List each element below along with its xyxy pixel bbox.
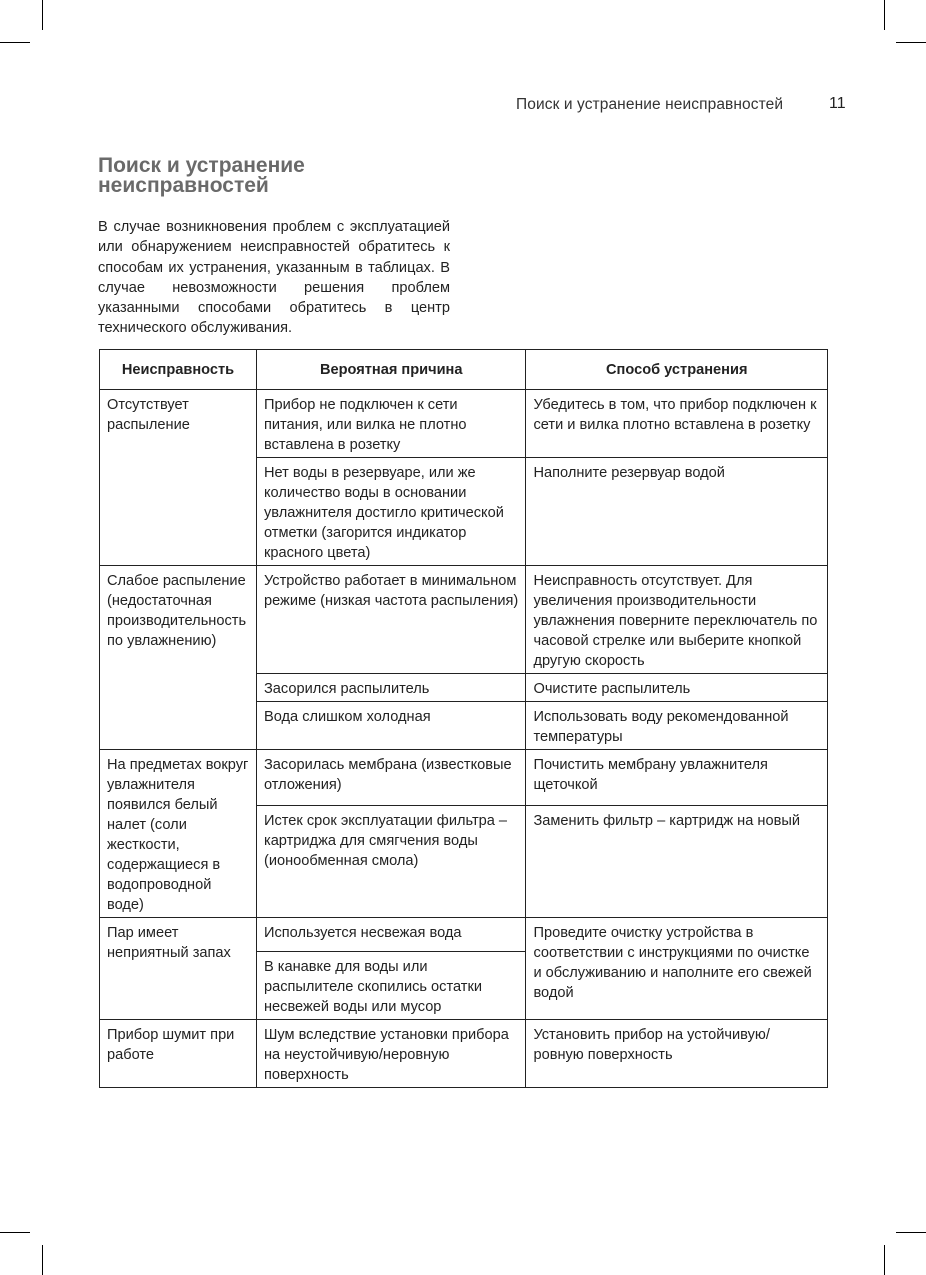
troubleshooting-table	[99, 349, 828, 1088]
table-header-row	[100, 350, 828, 390]
cause-cell: Шум вследствие установки прибора на неустойчивую/неровную поверхность	[256, 1020, 525, 1088]
cause-cell: В канавке для воды или распылителе скопились остатки несвежей воды или мусор	[256, 952, 525, 1020]
fault-cell: Пар имеет неприятный запах	[100, 918, 257, 1020]
section-title-line2: неисправностей	[98, 174, 269, 197]
crop-mark	[42, 1245, 43, 1275]
crop-mark	[0, 1232, 30, 1233]
cause-cell: Засорилась мембрана (известковые отложения)	[256, 750, 525, 806]
section-title-line1: Поиск и устранение	[98, 154, 305, 177]
remedy-cell: Проведите очистку устройства в соответствии с инструкциями по очистке и обслуживанию и наполните его свежей водой	[526, 918, 828, 1020]
header-fault: Неисправность	[100, 350, 257, 390]
crop-mark	[0, 42, 30, 43]
table-row	[100, 566, 828, 674]
crop-mark	[42, 0, 43, 30]
table-row	[100, 918, 828, 952]
fault-cell: На предметах вокруг увлажнителя появился белый налет (соли жесткости, содержащиеся в водопроводной воде)	[100, 750, 257, 918]
remedy-cell: Неисправность отсутствует. Для увеличения производительности увлажнения поверните переключатель по часовой стрелке или выберите кнопкой другую скорость	[526, 566, 828, 674]
fault-cell: Отсутствует распыление	[100, 390, 257, 566]
table-row	[100, 390, 828, 458]
cause-cell: Истек срок эксплуатации фильтра – картриджа для смягчения воды (ионообменная смола)	[256, 806, 525, 918]
header-remedy: Способ устранения	[526, 350, 828, 390]
running-header: Поиск и устранение неисправностей	[516, 96, 784, 113]
header-cause: Вероятная причина	[256, 350, 525, 390]
table-row	[100, 750, 828, 806]
fault-cell: Прибор шумит при работе	[100, 1020, 257, 1088]
fault-cell: Слабое распыление (недостаточная производительность по увлажнению)	[100, 566, 257, 750]
cause-cell: Нет воды в резервуаре, или же количество воды в основании увлажнителя достигло критической отметки (загорится индикатор красного цвета)	[256, 458, 525, 566]
remedy-cell: Очистите распылитель	[526, 674, 828, 702]
remedy-cell: Почистить мембрану увлажнителя щеточкой	[526, 750, 828, 806]
table-row	[100, 1020, 828, 1088]
cause-cell: Используется несвежая вода	[256, 918, 525, 952]
crop-mark	[884, 1245, 885, 1275]
section-title	[98, 156, 305, 196]
remedy-cell: Убедитесь в том, что прибор подключен к сети и вилка плотно вставлена в розетку	[526, 390, 828, 458]
cause-cell: Вода слишком холодная	[256, 702, 525, 750]
intro-paragraph: В случае возникновения проблем с эксплуатацией или обнаружением неисправностей обратитесь к способам их устранения, указанным в таблицах. В случае невозможности решения проблем указанными способами обратитесь в центр технического обслуживания.	[98, 219, 450, 337]
crop-mark	[896, 42, 926, 43]
remedy-cell: Установить прибор на устойчивую/ровную поверхность	[526, 1020, 828, 1088]
crop-mark	[884, 0, 885, 30]
cause-cell: Прибор не подключен к сети питания, или вилка не плотно вставлена в розетку	[256, 390, 525, 458]
remedy-cell: Наполните резервуар водой	[526, 458, 828, 566]
remedy-cell: Использовать воду рекомендованной температуры	[526, 702, 828, 750]
crop-mark	[896, 1232, 926, 1233]
page-number: 11	[829, 95, 846, 112]
cause-cell: Засорился распылитель	[256, 674, 525, 702]
remedy-cell: Заменить фильтр – картридж на новый	[526, 806, 828, 918]
cause-cell: Устройство работает в минимальном режиме (низкая частота распыления)	[256, 566, 525, 674]
